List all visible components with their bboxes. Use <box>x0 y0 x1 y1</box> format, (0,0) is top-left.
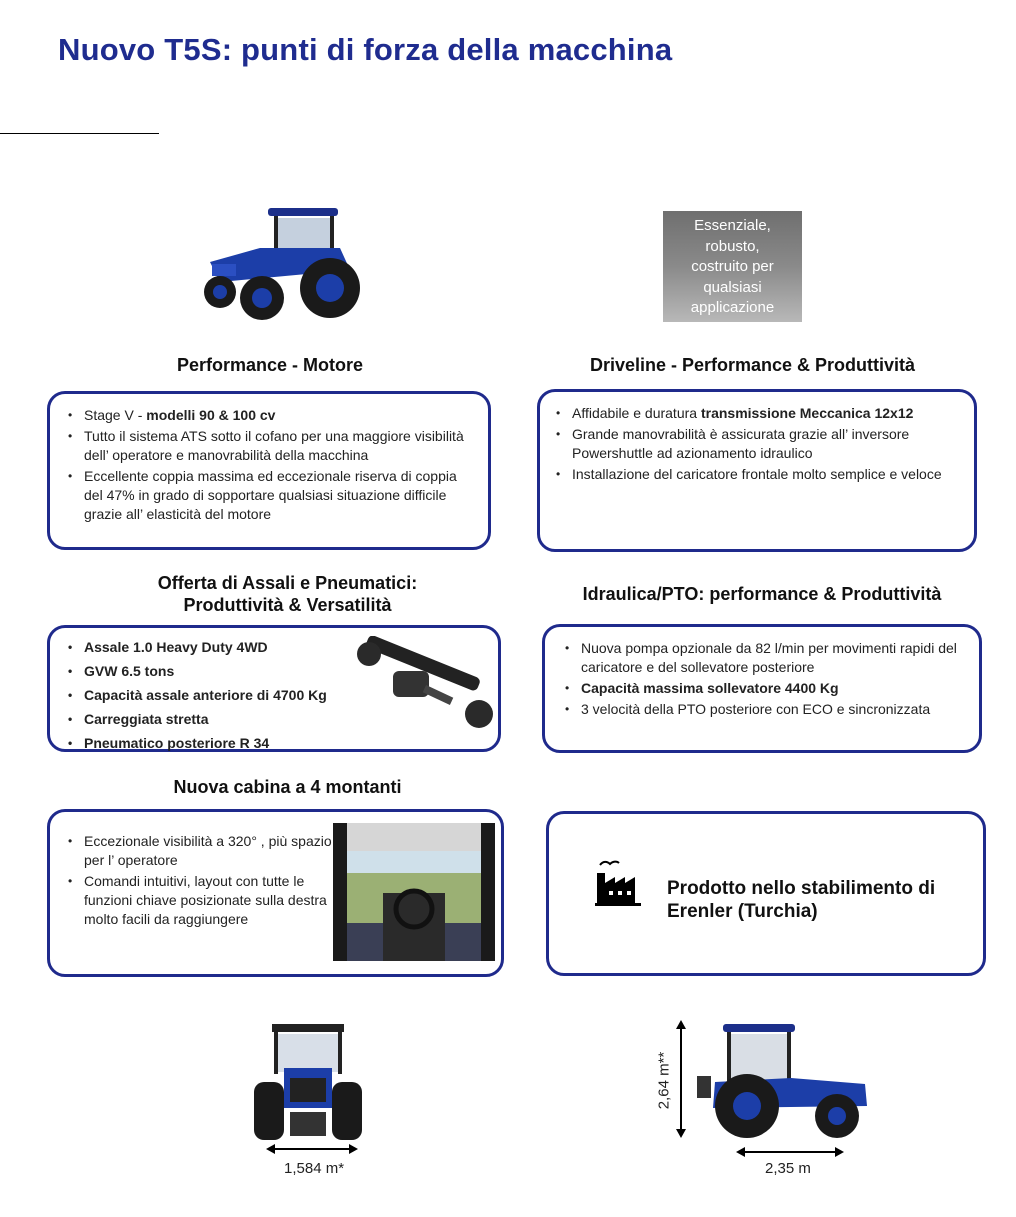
tractor-image <box>190 200 370 325</box>
tagline-box <box>663 211 802 322</box>
list-item: • Installazione del caricatore frontale molto semplice e veloce <box>550 465 960 484</box>
stabilimento-text <box>667 877 935 923</box>
width-arrow <box>266 1142 358 1156</box>
factory-icon <box>595 859 641 907</box>
assali-heading-line: Offerta di Assali e Pneumatici: <box>157 573 418 593</box>
stabilimento-line: Prodotto nello stabilimento di <box>667 878 936 899</box>
cab-interior-image <box>333 823 495 961</box>
cabina-box <box>47 809 504 977</box>
page-title: Nuovo T5S: punti di forza della macchina <box>58 32 673 67</box>
list-item: • Carreggiata stretta <box>62 708 488 730</box>
list-item: • GVW 6.5 tons <box>62 660 488 682</box>
height-label: 2,64 m** <box>655 1051 673 1110</box>
title-divider <box>0 133 159 134</box>
length-label: 2,35 m <box>765 1160 811 1177</box>
motore-heading: Performance - Motore <box>176 355 364 375</box>
list-item: • Eccezionale visibilità a 320° , più spazio per l’ operatore <box>62 832 332 870</box>
assali-heading-line: Produttività & Versatilità <box>183 595 392 615</box>
list-item: • Eccellente coppia massima ed eccezionale riserva di coppia del 47% in grado di sopportare qualsiasi situazione difficile grazie all’ elasticità del motore <box>62 467 474 524</box>
list-item: • Grande manovrabilità è assicurata grazie all’ inversore Powershuttle ad azionamento idraulico <box>550 425 960 463</box>
tagline-line: applicazione <box>690 299 775 316</box>
motore-box <box>47 391 491 550</box>
cabina-heading: Nuova cabina a 4 montanti <box>173 777 402 797</box>
width-label: 1,584 m* <box>284 1160 345 1177</box>
list-item: • Pneumatico posteriore R 34 <box>62 732 488 754</box>
list-item: • Assale 1.0 Heavy Duty 4WD <box>62 636 488 658</box>
assali-box <box>47 625 501 752</box>
list-item: • Capacità assale anteriore di 4700 Kg <box>62 684 488 706</box>
tractor-side-image <box>695 1020 875 1142</box>
axle-image <box>353 636 498 736</box>
stabilimento-box <box>546 811 986 976</box>
tagline-line: robusto, <box>705 237 760 255</box>
driveline-heading: Driveline - Performance & Produttività <box>589 355 916 375</box>
stabilimento-line: Erenler (Turchia) <box>667 901 818 922</box>
height-arrow <box>672 1020 690 1138</box>
length-arrow <box>736 1145 844 1159</box>
list-item: • 3 velocità della PTO posteriore con ECO e sincronizzata <box>559 700 965 719</box>
list-item: • Tutto il sistema ATS sotto il cofano per una maggiore visibilità dell’ operatore e manovrabilità della macchina <box>62 427 474 465</box>
tagline-line: Essenziale, <box>694 217 771 234</box>
assali-heading <box>110 572 465 616</box>
list-item: • Affidabile e duratura transmissione Meccanica 12x12 <box>550 404 960 423</box>
idraulica-heading: Idraulica/PTO: performance & Produttività <box>582 584 942 604</box>
tagline-line: costruito per <box>691 258 774 275</box>
tractor-front-image <box>250 1020 365 1142</box>
idraulica-box <box>542 624 982 753</box>
list-item: • Stage V - modelli 90 & 100 cv <box>62 406 474 425</box>
tagline-line: qualsiasi <box>703 278 762 296</box>
list-item: • Nuova pompa opzionale da 82 l/min per movimenti rapidi del caricatore e del sollevatore posteriore <box>559 639 965 677</box>
list-item: • Capacità massima sollevatore 4400 Kg <box>559 679 965 698</box>
list-item: • Comandi intuitivi, layout con tutte le funzioni chiave posizionate sulla destra molto facili da raggiungere <box>62 872 332 929</box>
driveline-box <box>537 389 977 552</box>
